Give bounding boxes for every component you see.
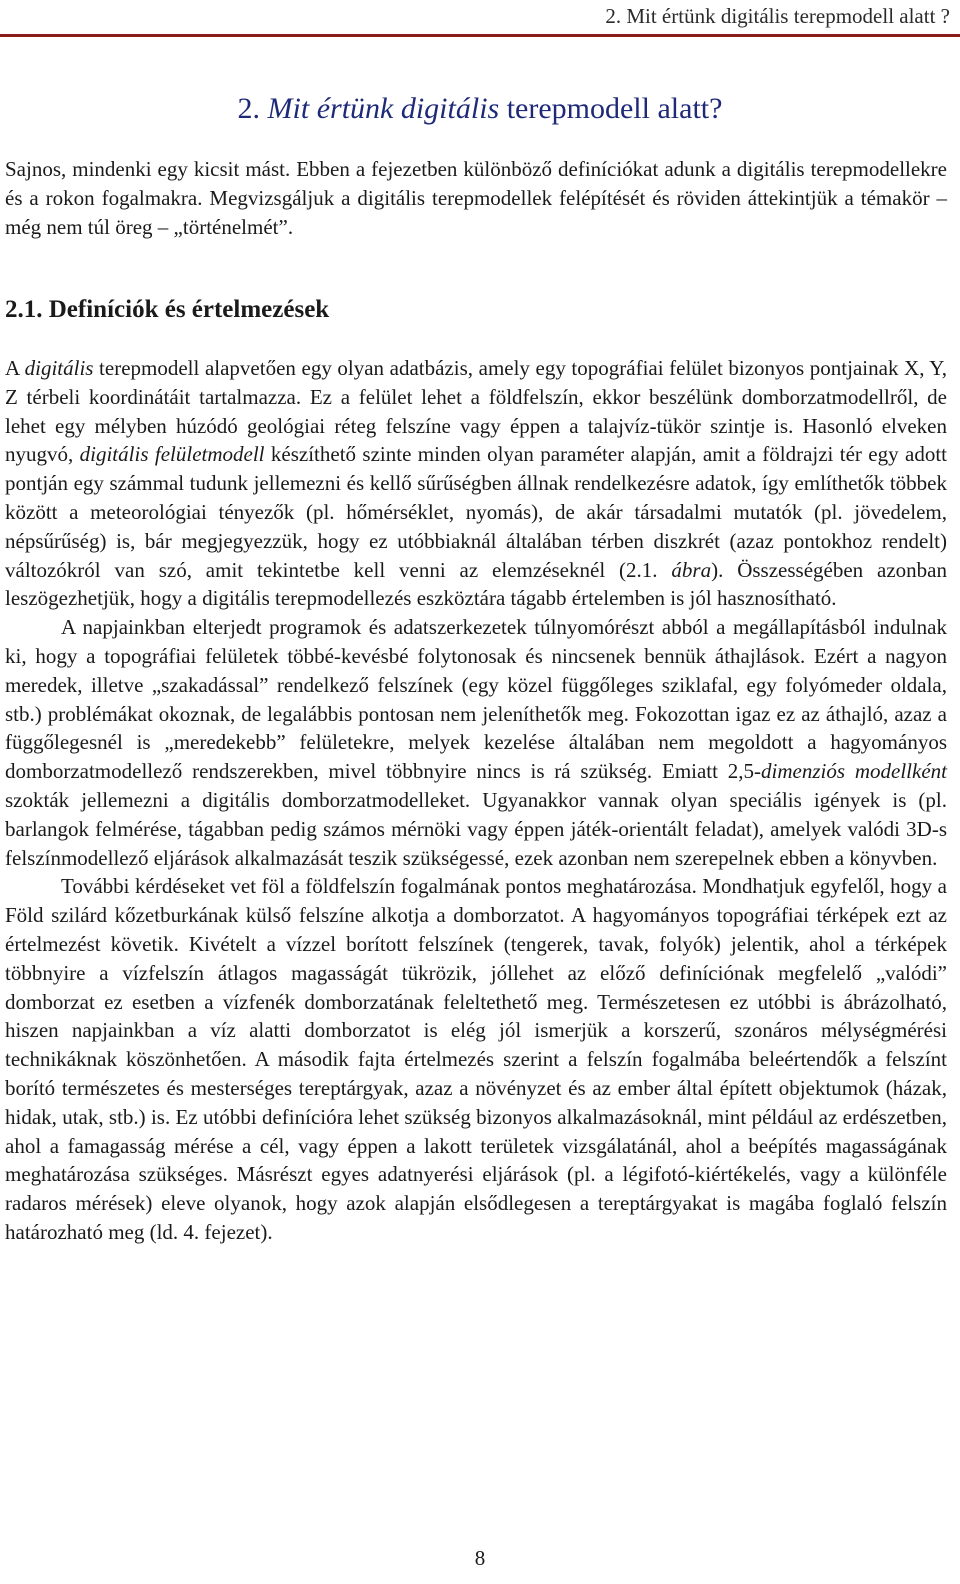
figure-reference: ábra xyxy=(671,557,712,582)
section-number: 2.1. xyxy=(5,296,43,323)
italic-term: digitális felületmodell xyxy=(79,442,265,467)
text-run: terepmodell alapvetően egy olyan adatbázis, amely egy topográfiai felület bizonyos pontjainak X, Y, Z térbeli koordinátáit tartalmazza. Ez a felület lehet a földfelszín, ekkor beszélünk domborzatmodellről, de lehet egy mélyben húzódó geológiai réteg felszíne vagy éppen a talajvíz-tükör szintje is. Hasonló elveken nyugvó, xyxy=(5,356,947,467)
text-run: szokták jellemezni a digitális domborzatmodelleket. Ugyanakkor vannak olyan speciális igények is (pl. barlangok felmérése, tágabban pedig számos mérnöki vagy éppen játék-orientált feladat), amelyek valódi 3D-s felszínmodellező eljárások alkalmazását teszik szükségessé, ezek azonban nem szerepelnek ebben a könyvben. xyxy=(5,787,947,870)
chapter-title-rest: terepmodell alatt? xyxy=(506,92,723,126)
header-rule xyxy=(0,34,960,37)
italic-term: dimenziós modellként xyxy=(761,759,947,784)
text-run: A napjainkban elterjedt programok és adatszerkezetek túlnyomórészt abból a megállapításból indulnak ki, hogy a topográfiai felületek többé-kevésbé folytonosak és nincsenek bennük áthajlások. Ezért a nagyon meredek, illetve „szakadással” rendelkező felszínek (egy közel függőleges sziklafal, egy folyómeder oldala, stb.) problémákat okoznak, de legalábbis pontosan nem jeleníthetők meg. Fokozottan igaz ez az áthajló, azaz a függőlegesnél is „meredekebb” felületekre, melyek kezelése általában nem megoldott a hagyományos domborzatmodellező rendszerekben, mivel többnyire nincs is rá szükség. Emiatt 2,5- xyxy=(5,615,947,784)
chapter-title xyxy=(0,92,960,126)
paragraph-surface-definition: További kérdéseket vet föl a földfelszín fogalmának pontos meghatározása. Mondhatjuk egyfelől, hogy a Föld szilárd kőzetburkának külső felszíne alkotja a domborzatot. A hagyományos topográfiai térképek ezt az értelmezést követik. Kivételt a vízzel borított felszínek (tengerek, tavak, folyók) jelentik, ahol a térképek többnyire a vízfelszín átlagos magasságát tükrözik, jóllehet az előző definíciónak megfelelő „valódi” domborzat ez esetben a vízfenék domborzatának feleltethető meg. Természetesen ez utóbbi is ábrázolható, hiszen napjainkban a víz alatti domborzatot is elég jól ismerjük a korszerű, szonáros mélységmérési technikáknak köszönhetően. A második fajta értelmezés szerint a felszín fogalmába beleértendők a felszínt borító természetes és mesterséges tereptárgyak, azaz a növényzet és az ember által épített objektumok (házak, hidak, utak, stb.) is. Ez utóbbi definícióra lehet szükség bizonyos alkalmazásoknál, mint például az erdészetben, ahol a famagasság mérése a cél, vagy éppen a lakott területek vizsgálatánál, ahol a beépítés magasságának meghatározása szükséges. Másrészt egyes adatnyerési eljárások (pl. a légifotó-kiértékelés, vagy a különféle radaros mérések) eleve olyanok, hogy azok alapján elsődlegesen a tereptárgyakat is magába foglaló felszín határozható meg (ld. 4. fejezet). xyxy=(5,874,947,1244)
section-title: Definíciók és értelmezések xyxy=(48,296,330,323)
italic-term: digitális xyxy=(24,356,94,380)
chapter-number: 2. xyxy=(237,92,261,126)
paragraph-definition xyxy=(5,354,947,613)
page-number: 8 xyxy=(474,1546,486,1570)
chapter-title-italic: Mit értünk digitális xyxy=(267,92,500,126)
intro-paragraph: Sajnos, mindenki egy kicsit mást. Ebben a fejezetben különböző definíciókat adunk a digitális terepmodellekre és a rokon fogalmakra. Megvizsgáljuk a digitális terepmodellek felépítését és röviden áttekintjük a témakör – még nem túl öreg – „történelmét”. xyxy=(5,157,947,239)
text-run: ). Összességében azonban leszögezhetjük, hogy a digitális terepmodellezés eszköztára tágabb értelemben is jól hasznosítható. xyxy=(5,557,947,611)
text-run: készíthető szinte minden olyan paraméter alapján, amit a földrajzi tér egy adott pontján egy számmal tudunk jellemezni és kellő sűrűségben állnak rendelkezésre adatok, így említhetők többek között a meteorológiai tényezők (pl. hőmérséklet, nyomás), de akár társadalmi mutatók (pl. jövedelem, népsűrűség) is, bár megjegyezzük, hogy ez utóbbiaknál általában térben diszkrét (azaz pontokhoz rendelt) változókról van szó, amit tekintetbe kell venni az elemzéseknél (2.1. xyxy=(5,442,947,582)
paragraph-programs xyxy=(5,613,947,872)
text-run: A xyxy=(5,356,25,380)
section-heading xyxy=(5,296,329,324)
running-header: 2. Mit értünk digitális terepmodell alatt ? xyxy=(605,4,950,28)
body-text xyxy=(5,354,947,1247)
